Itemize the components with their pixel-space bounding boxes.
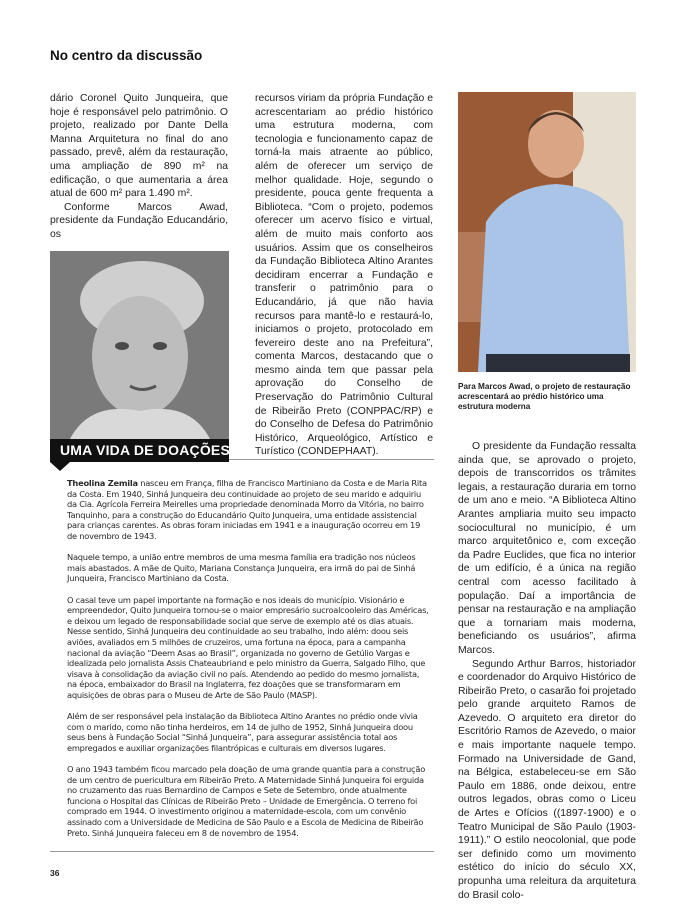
box-paragraph: Além de ser responsável pela instalação da Biblioteca Altino Arantes no prédio onde vivia com o marido, como não tinha herdeiros, em 14 de julho de 1952, Sinhá Junqueira doou seus bens à Fundação Social “Sinhá Junqueira”, para assegurar assistência total aos empregados e auxiliar organizações filantrópicas e culturais em diversos lugares. [67, 711, 418, 753]
photo-caption: Para Marcos Awad, o projeto de restauração acrescentará ao prédio histórico uma estrutura moderna [458, 382, 631, 411]
section-title: No centro da discussão [50, 48, 203, 63]
article-column-1 [50, 92, 228, 242]
paragraph: dário Coronel Quito Junqueira, que hoje é responsável pelo patrimônio. O projeto, realizado por Dante Della Manna Arquitetura no final do ano passado, prevê, além da restauração, uma ampliação de 890 m² na edificação, o que aumentaria a área atual de 600 m² para 1.490 m². [50, 93, 228, 200]
box-paragraph: O casal teve um papel importante na formação e nos ideais do município. Visionário e empreendedor, Quito Junqueira tornou-se o maior empresário sucroalcooleiro das Américas, e deixou um legado de responsabilidade social que serve de exemplo até os dias atuais. Nesse sentido, Sinhá Junqueira deu continuidade ao seu trabalho, indo além: doou seis aviões, avaliados em 5 milhões de cruzeiros, uma fortuna na época, para a campanha nacional da aviação “Deem Asas ao Brasil”, organizada no governo de Getúlio Vargas e idealizada pelo jornalista Assis Chateaubriand e pelo ministro da Guerra, Salgado Filho, que visava à consolidação da aviação civil no país. Atendendo ao pedido do mesmo jornalista, na época, embaixador do Brasil na Inglaterra, fez doações que se transformaram em aquisições de obras para o Museu de Arte de São Paulo (MASP). [67, 594, 429, 700]
paragraph: Segundo Arthur Barros, historiador e coordenador do Arquivo Histórico de Ribeirão Preto, o casarão foi projetado pelo grande arquiteto Ramos de Azevedo. O arquiteto era diretor do Escritório Ramos de Azevedo, o maior e mais importante naquele tempo. Formado na Universidade de Gand, na Bélgica, estabeleceu-se em São Paulo em 1886, onde deixou, entre outros legados, obras como o Liceu de Artes e Ofícios ((1897-1900) e o Teatro Municipal de São Paulo (1903-1911).” O estilo neocolonial, que pode ser definido como um movimento estético do início do século XX, propunha uma releitura da arquitetura do Brasil colo- [458, 658, 636, 901]
box-paragraph: Naquele tempo, a união entre membros de uma mesma família era tradição nos núcleos mais abastados. A mãe de Quito, Mariana Constança Junqueira, era irmã do pai de Sinhá Junqueira, Francisco Martiniano da Costa. [67, 552, 416, 584]
portrait-photo-sinha-junqueira [50, 251, 229, 439]
paragraph: O presidente da Fundação ressalta ainda que, se aprovado o projeto, depois de transcorridos os trâmites legais, a restauração duraria em torno de um ano e meio. “A Biblioteca Altino Arantes ampliaria muito seu impacto sociocultural no município, é um marco arquitetônico e, com exceção da Padre Euclides, que fica no interior de um edifício, é a única na região central com acesso facilitado à população. Daí a importância de pensar na restauração e na ampliação que a tornariam mais moderna, beneficiando os usuários”, afirma Marcos. [458, 441, 636, 656]
lead-name: Theolina Zemila [67, 478, 138, 488]
sidebar-box-body [67, 478, 431, 849]
paragraph: recursos viriam da própria Fundação e acrescentariam ao prédio histórico uma estrutura moderna, com tecnologia e funcionamento capaz de torná-la mais atraente ao público, além de oferecer um serviço de melhor qualidade. Hoje, segundo o presidente, pouca gente frequenta a Biblioteca. “Com o projeto, podemos oferecer um acervo físico e virtual, além de muito mais conforto aos usuários. Assim que os conselheiros da Fundação Biblioteca Altino Arantes decidiram encerrar a Fundação e transferir o patrimônio para o Educandário, já que não havia recursos para mantê-lo e restaurá-lo, iniciamos o projeto, protocolado em fevereiro deste ano na Prefeitura”, comenta Marcos, destacando que o mesmo ainda tem que passar pela aprovação do Conselho de Preservação do Patrimônio Cultural de Ribeirão Preto (CONPPAC/RP) e do Conselho de Defesa do Patrimônio Histórico, Arqueológico, Artístico e Turístico (CONDEPHAAT). [255, 93, 433, 458]
page-number: 36 [50, 868, 60, 878]
box-title-pointer [50, 462, 70, 471]
box-paragraph-text: nasceu em França, filha de Francisco Martiniano da Costa e de Maria Rita da Costa. Em 1940, Sinhá Junqueira deu continuidade ao projeto de seu marido e adquiriu da Cia. Agrícola Ferreira Meirelles uma propriedade denominada Morro da Vitória, no bairro Tanquinho, para a construção do Educandário Quito Junqueira, uma entidade assistencial para crianças carentes. As obras foram iniciadas em 1941 e a inauguração ocorreu em 19 de novembro de 1943. [67, 478, 427, 541]
box-paragraph [67, 478, 431, 542]
photo-marcos-awad [458, 92, 636, 372]
box-paragraph: O ano 1943 também ficou marcado pela doação de uma grande quantia para a construção de um centro de puericultura em Ribeirão Preto. A Maternidade Sinhá Junqueira foi erguida no cruzamento das ruas Bernardino de Campos e Sete de Setembro, onde atualmente funciona o Hospital das Clínicas de Ribeirão Preto – Unidade de Emergência. O terreno foi comprado em 1944. O investimento originou a maternidade-escola, com um convênio assinado com a Universidade de Medicina de São Paulo e a Escola de Medicina de Ribeirão Preto. Sinhá Junqueira faleceu em 8 de novembro de 1954. [67, 764, 426, 838]
article-column-3 [458, 440, 636, 902]
portrait-illustration [50, 251, 229, 439]
paragraph: Conforme Marcos Awad, presidente da Fundação Educandário, os [50, 201, 228, 240]
box-top-rule [229, 459, 434, 460]
portrait-illustration [458, 92, 636, 372]
box-title: UMA VIDA DE DOAÇÕES [60, 442, 230, 458]
box-bottom-rule [50, 851, 434, 852]
article-column-2 [255, 92, 433, 459]
